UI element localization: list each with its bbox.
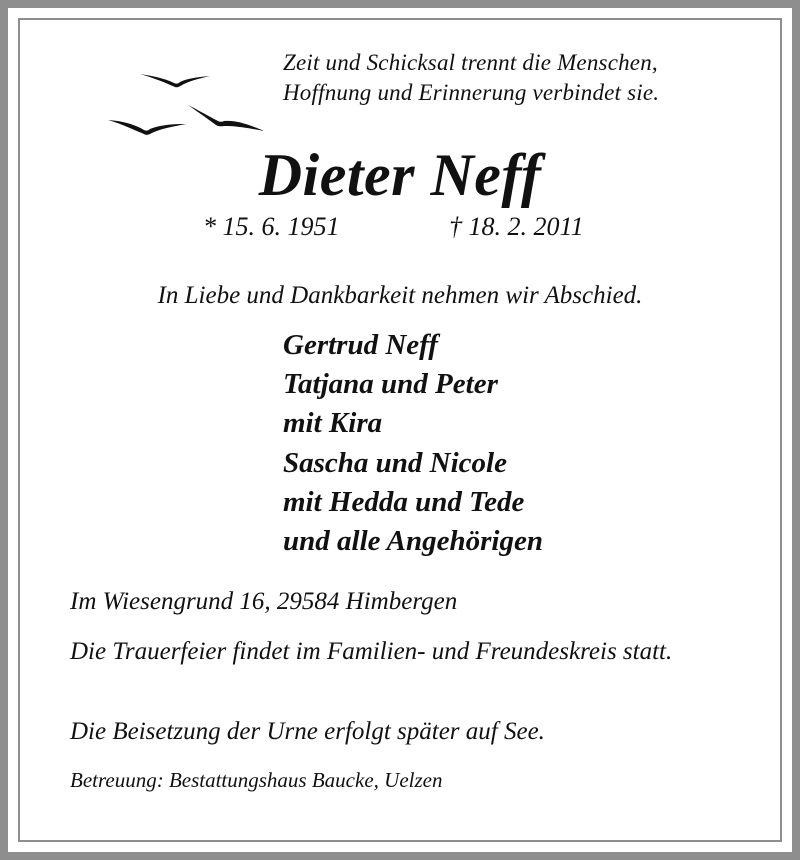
obituary-notice xyxy=(8,8,792,852)
quote-line-1: Zeit und Schicksal trennt die Menschen, xyxy=(283,50,658,75)
death-date: † 18. 2. 2011 xyxy=(449,212,584,241)
mourner-item: Sascha und Nicole xyxy=(283,446,507,479)
quote xyxy=(283,48,659,108)
birth-date: * 15. 6. 1951 xyxy=(203,212,340,241)
quote-line-2: Hoffnung und Erinnerung verbindet sie. xyxy=(283,80,660,105)
mourner-item: mit Hedda und Tede xyxy=(283,485,525,518)
deceased-name: Dieter Neff xyxy=(258,142,542,208)
mourner-item: Tatjana und Peter xyxy=(283,368,498,401)
mourner-item: mit Kira xyxy=(283,407,383,440)
mourner-item: Gertrud Neff xyxy=(283,329,438,361)
notice-frame xyxy=(18,18,782,842)
funeral-home-note: Betreuung: Bestattungshaus Baucke, Uelzen xyxy=(70,768,443,792)
farewell-text: In Liebe und Dankbarkeit nehmen wir Abschied. xyxy=(157,282,643,309)
birds-flying-icon xyxy=(88,50,268,150)
address: Im Wiesengrund 16, 29584 Himbergen xyxy=(70,588,458,615)
urn-burial-note: Die Beisetzung der Urne erfolgt später auf See. xyxy=(70,718,545,745)
mourners-list xyxy=(283,326,543,561)
ceremony-note: Die Trauerfeier findet im Familien- und Freundeskreis statt. xyxy=(70,638,673,665)
mourner-item: und alle Angehörigen xyxy=(283,525,543,558)
